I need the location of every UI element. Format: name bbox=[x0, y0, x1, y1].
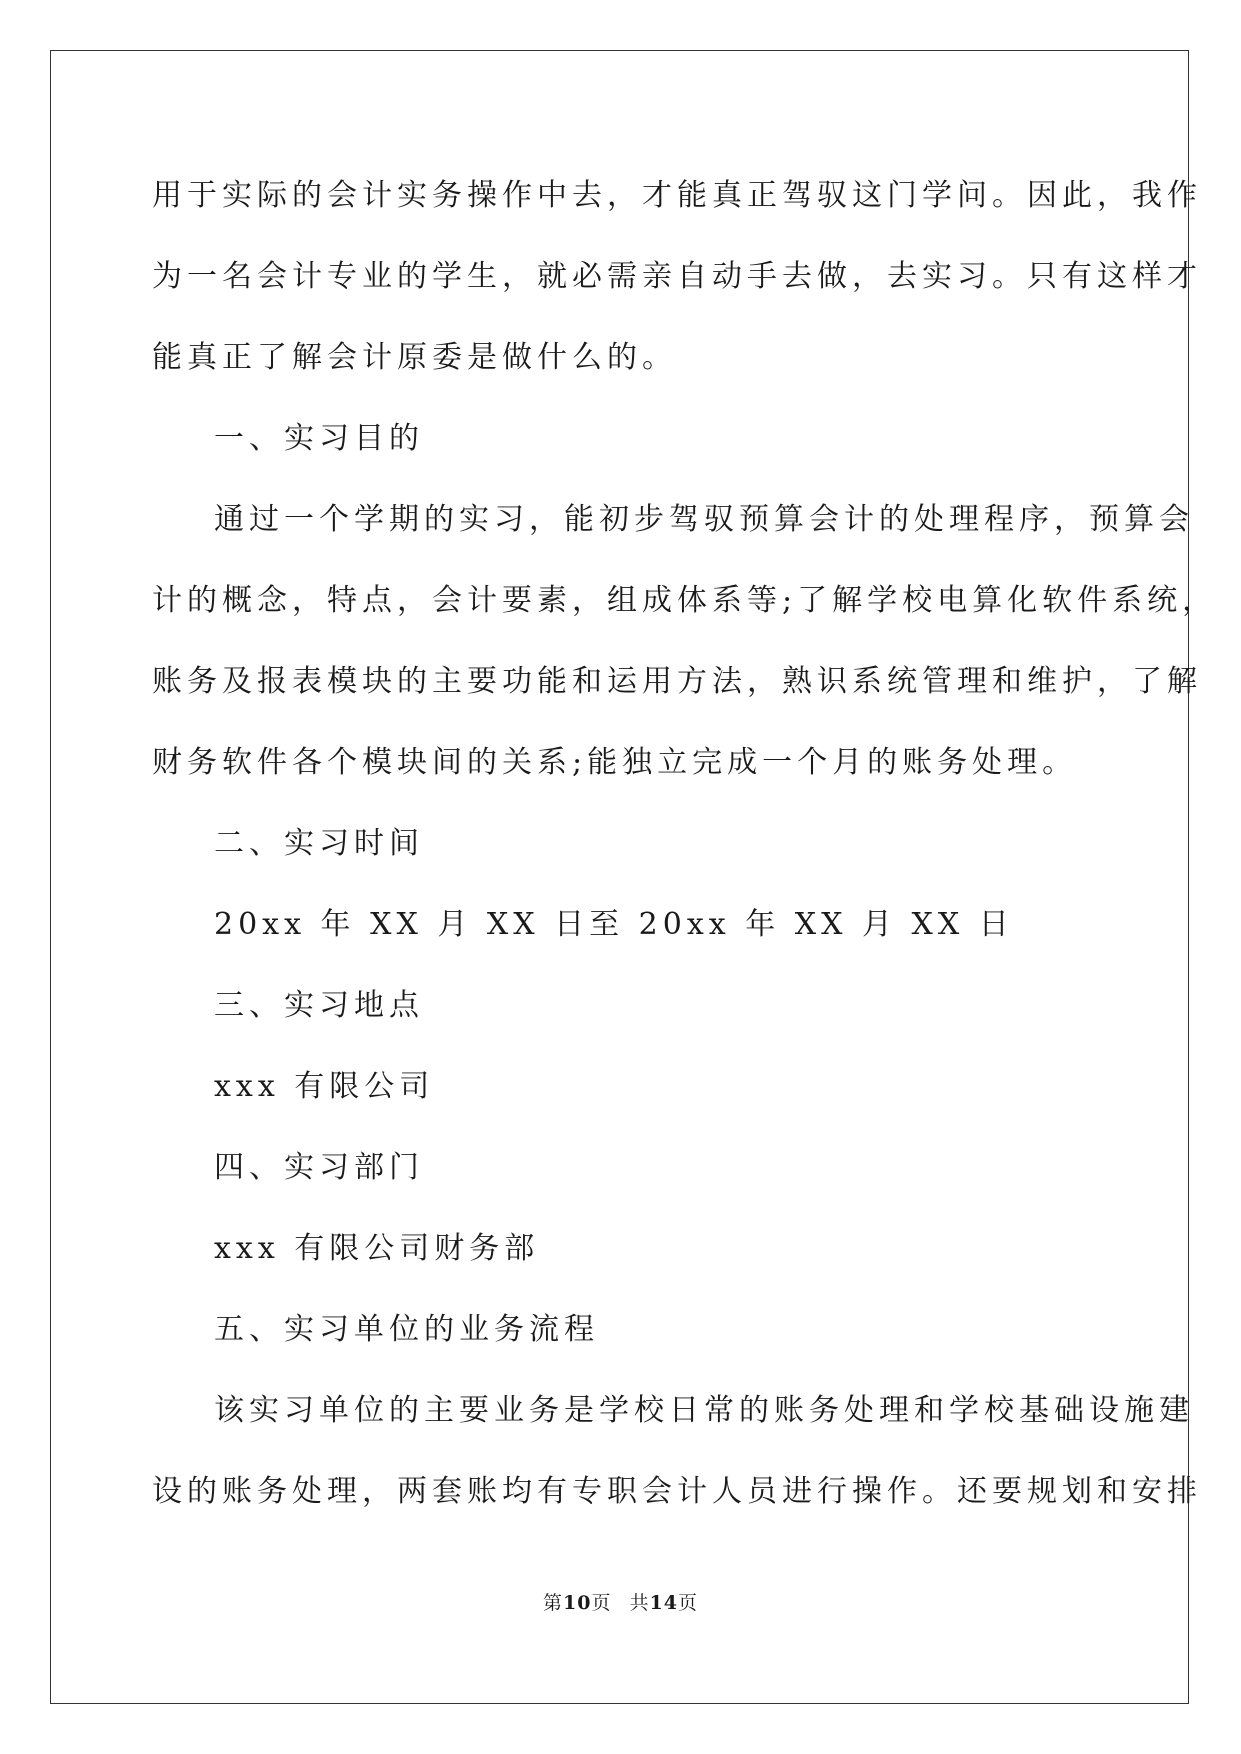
text-line: 为一名会计专业的学生，就必需亲自动手去做，去实习。只有这样才 bbox=[152, 259, 1202, 294]
text-line: 20xx 年 XX 月 XX 日至 20xx 年 XX 月 XX 日 bbox=[214, 907, 1014, 942]
text-line: xxx 有限公司 bbox=[214, 1069, 435, 1104]
current-page-number: 10 bbox=[563, 1592, 592, 1614]
section-heading: 四、实习部门 bbox=[214, 1150, 424, 1185]
text-line: 能真正了解会计原委是做什么的。 bbox=[152, 340, 677, 375]
text-line: 设的账务处理，两套账均有专职会计人员进行操作。还要规划和安排 bbox=[152, 1474, 1202, 1509]
total-pages-number: 14 bbox=[649, 1592, 678, 1614]
text-line: 该实习单位的主要业务是学校日常的账务处理和学校基础设施建 bbox=[214, 1393, 1194, 1428]
text-line: 计的概念，特点，会计要素，组成体系等;了解学校电算化软件系统， bbox=[152, 583, 1218, 618]
page-footer bbox=[0, 1588, 1241, 1615]
section-heading: 一、实习目的 bbox=[214, 421, 424, 456]
section-heading: 五、实习单位的业务流程 bbox=[214, 1312, 599, 1347]
footer-total-suffix: 页 bbox=[677, 1592, 698, 1614]
section-heading: 二、实习时间 bbox=[214, 826, 424, 861]
footer-prefix: 第 bbox=[543, 1592, 564, 1614]
document-body bbox=[152, 155, 1218, 1532]
section-heading: 三、实习地点 bbox=[214, 988, 424, 1023]
text-line: xxx 有限公司财务部 bbox=[214, 1231, 540, 1266]
text-line: 用于实际的会计实务操作中去，才能真正驾驭这门学问。因此，我作 bbox=[152, 178, 1202, 213]
footer-page-suffix: 页 bbox=[591, 1592, 612, 1614]
footer-total-prefix: 共 bbox=[629, 1592, 650, 1614]
text-line: 账务及报表模块的主要功能和运用方法，熟识系统管理和维护，了解 bbox=[152, 664, 1202, 699]
text-line: 通过一个学期的实习，能初步驾驭预算会计的处理程序，预算会 bbox=[214, 502, 1194, 537]
text-line: 财务软件各个模块间的关系;能独立完成一个月的账务处理。 bbox=[152, 745, 1078, 780]
